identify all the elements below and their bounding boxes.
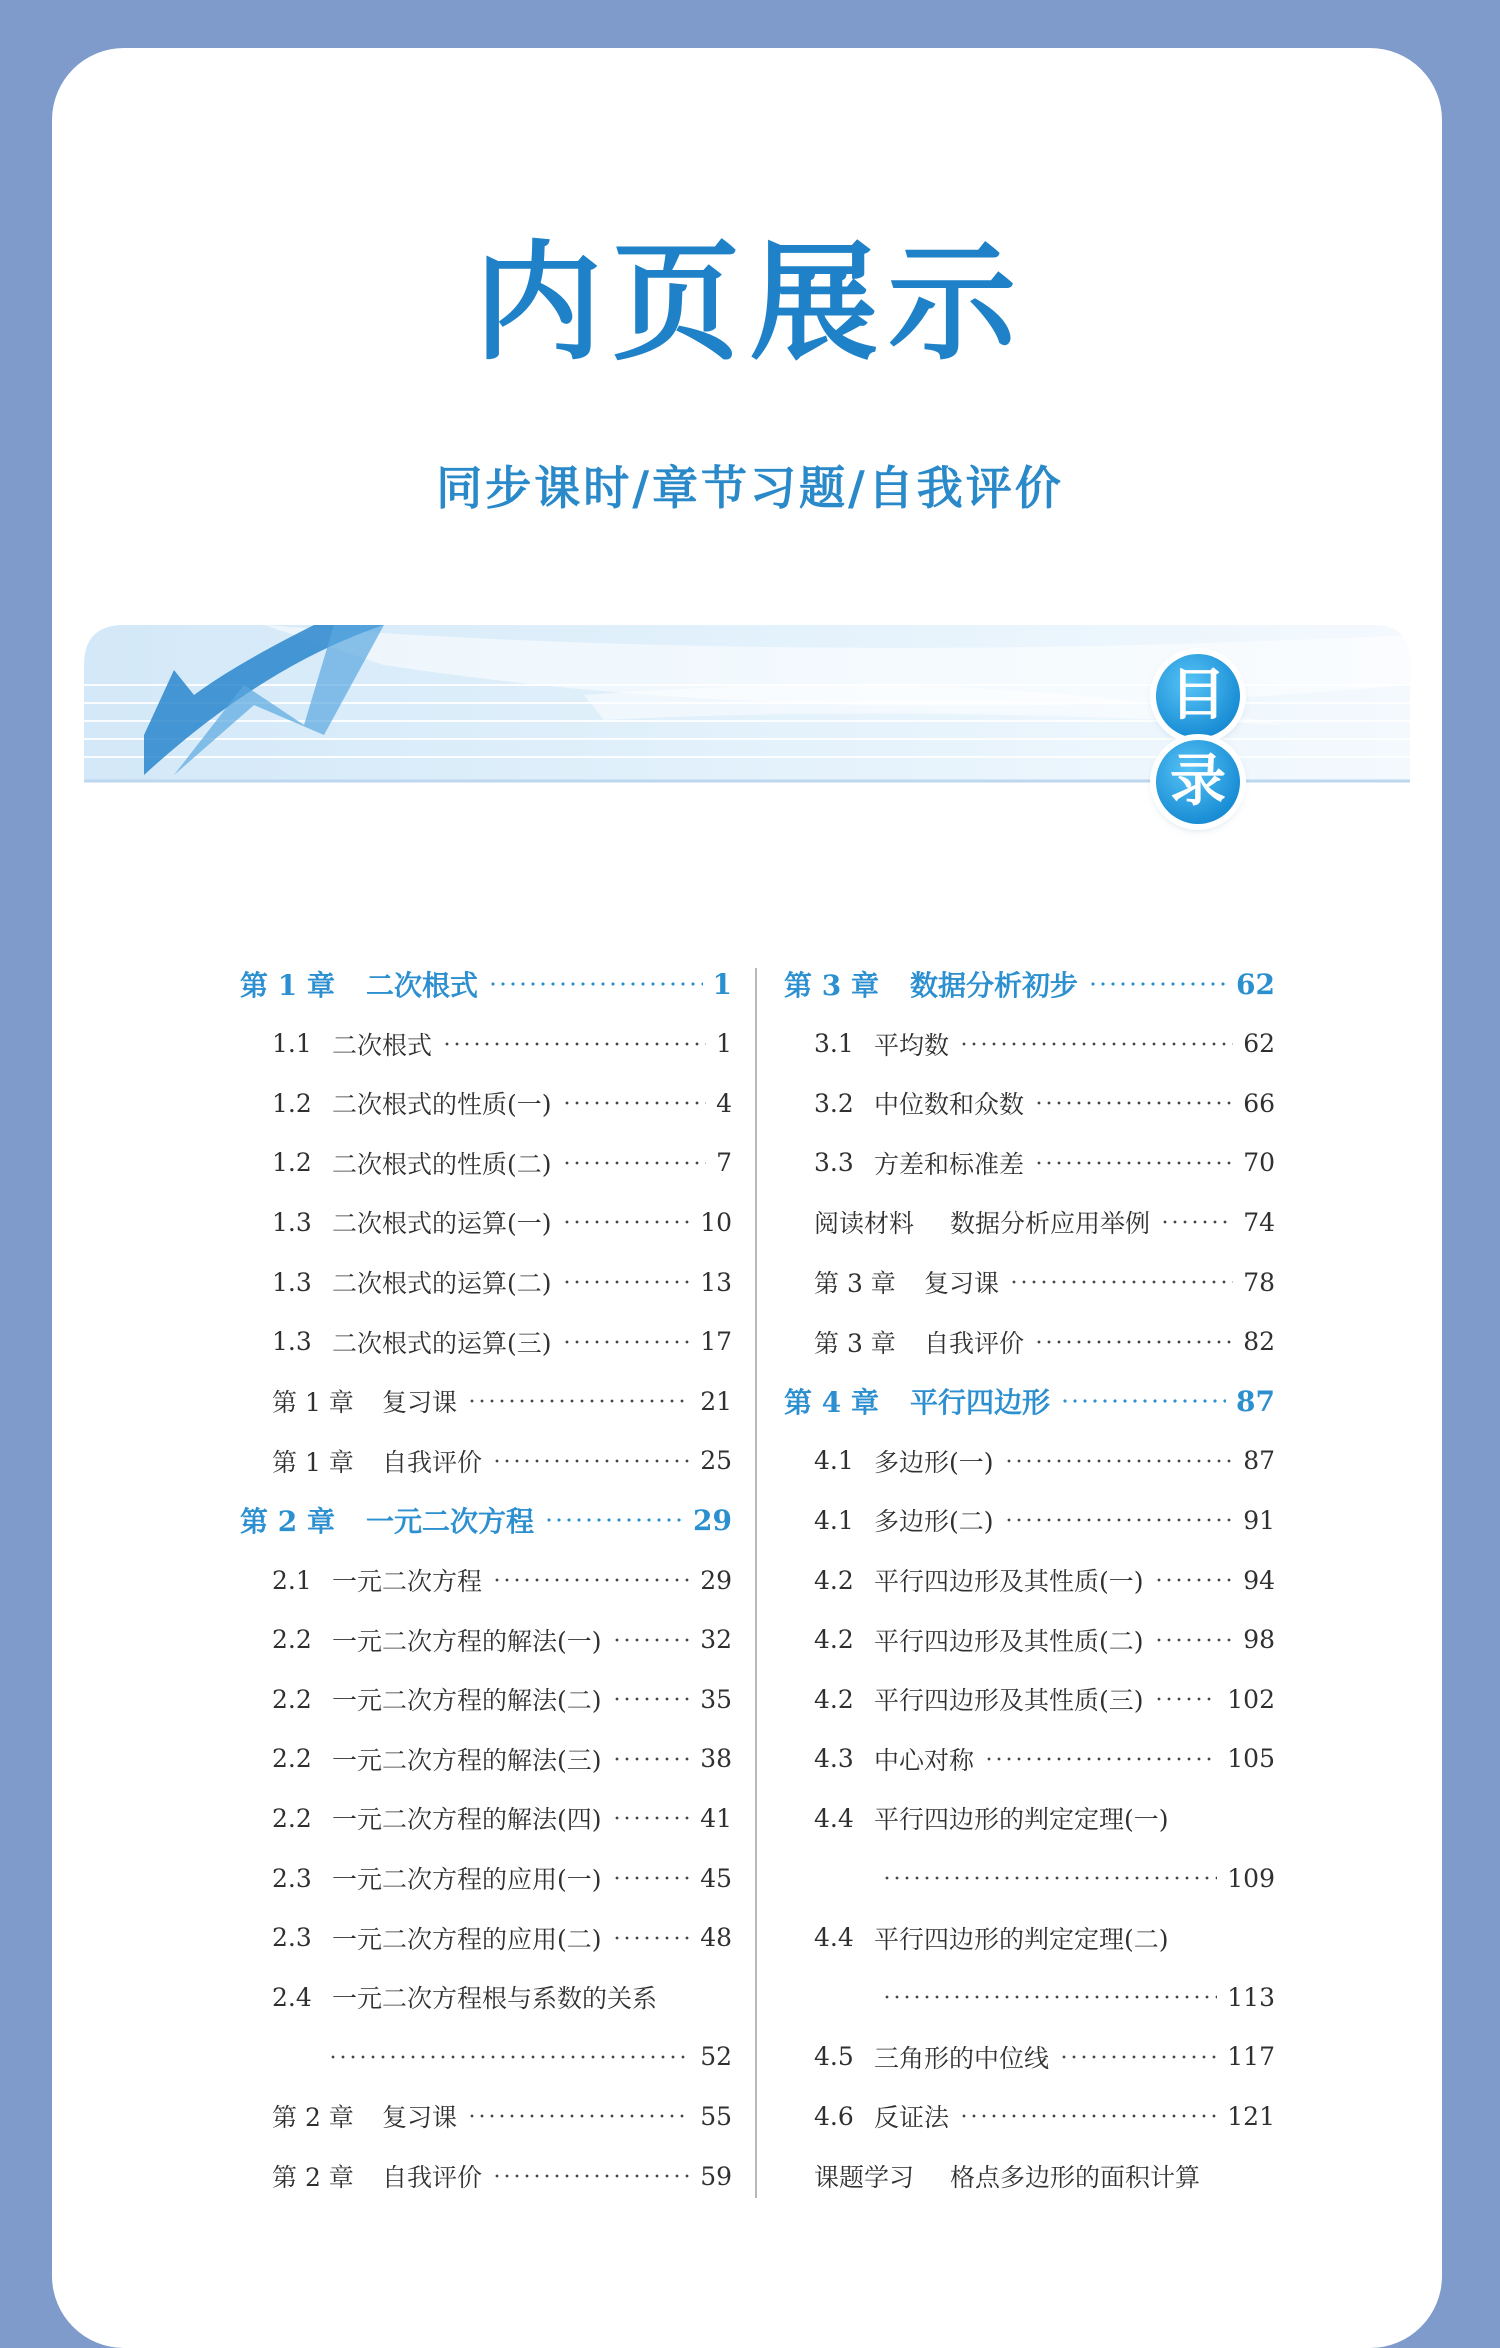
toc-entry-number: 课题学习 [814, 2163, 915, 2192]
toc-entry-title: 自我评价 [382, 1447, 483, 1477]
toc-entry-title: 中心对称 [874, 1745, 975, 1775]
toc-entry [814, 1618, 1275, 1662]
toc-entry-number: 第 2 章 [272, 2103, 354, 2133]
toc-entry [814, 1141, 1275, 1185]
toc-entry-number: 1.2 [272, 1088, 312, 1118]
toc-entry-number: 第 3 章 [814, 1328, 896, 1358]
toc-page-number: 62 [1236, 967, 1275, 1001]
toc-entry-title: 二次根式的运算(二) [332, 1269, 552, 1298]
toc-page-number: 98 [1243, 1625, 1275, 1655]
toc-badge-mu: 目 [1156, 654, 1240, 738]
toc-page-number: 45 [700, 1863, 732, 1893]
toc-entry-number: 第 2 章 [240, 1505, 335, 1539]
toc-dot-leader [612, 1697, 691, 1701]
toc-entry [272, 1796, 732, 1840]
page-subtitle: 同步课时/章节习题/自我评价 [436, 461, 1064, 515]
toc-page-number: 105 [1227, 1744, 1275, 1774]
toc-dot-leader [1009, 1280, 1233, 1284]
toc-page-number: 41 [700, 1803, 732, 1833]
toc-dot-leader [612, 1638, 691, 1642]
toc-dot-leader [492, 1459, 690, 1463]
toc-entry [814, 1796, 1275, 1840]
toc-entry [272, 1200, 732, 1244]
toc-entry [814, 1081, 1275, 1125]
toc-entry-number: 第 1 章 [272, 1447, 354, 1477]
toc-entry-title: 自我评价 [382, 2163, 483, 2192]
toc-dot-leader [1160, 1220, 1233, 1224]
toc-entry [272, 1379, 732, 1423]
toc-dot-leader [562, 1101, 707, 1105]
toc-entry [272, 2094, 732, 2138]
toc-entry [272, 1558, 732, 1602]
toc-page-number: 25 [700, 1446, 732, 1476]
toc-dot-leader [612, 1936, 691, 1940]
toc-page-number: 91 [1243, 1505, 1275, 1535]
toc-page-number: 4 [716, 1088, 732, 1118]
toc-chapter-entry [784, 1379, 1275, 1423]
toc-page-number: 87 [1236, 1384, 1275, 1418]
toc-entry-title: 二次根式的性质(一) [332, 1090, 552, 1120]
toc-dot-leader [1088, 982, 1226, 986]
toc-entry-number: 4.4 [814, 1923, 854, 1953]
toc-dot-leader [1059, 2055, 1217, 2059]
toc-dot-leader [959, 2114, 1217, 2118]
toc-page-number: 1 [712, 967, 732, 1001]
toc-entry-title: 数据分析应用举例 [950, 1209, 1151, 1239]
toc-chapter-entry [240, 1498, 732, 1542]
toc-dot-leader [488, 982, 703, 986]
toc-entry-title: 一元二次方程的解法(一) [332, 1626, 602, 1656]
toc-entry-title: 一元二次方程的应用(二) [332, 1924, 602, 1954]
toc-chapter-entry [784, 962, 1275, 1006]
toc-entry-number: 第 1 章 [240, 969, 335, 1002]
toc-page-number: 48 [700, 1923, 732, 1953]
toc-entry-title: 复习课 [382, 2103, 458, 2133]
toc-dot-leader [1034, 1340, 1233, 1344]
toc-page-number: 32 [700, 1625, 732, 1655]
toc-page-number: 55 [700, 2101, 732, 2131]
toc-entry-title: 一元二次方程的解法(三) [332, 1745, 602, 1775]
toc-entry-title: 一元二次方程根与系数的关系 [332, 1984, 658, 2014]
toc-entry-title: 中位数和众数 [874, 1090, 1025, 1120]
toc-entry-title: 格点多边形的面积计算 [950, 2163, 1201, 2192]
toc-entry-title: 二次根式 [366, 969, 479, 1002]
toc-page-number: 52 [700, 2042, 732, 2072]
toc-entry-number: 1.1 [272, 1029, 312, 1059]
toc-entry [272, 1320, 732, 1364]
toc-badge-lu: 录 [1156, 740, 1240, 824]
toc-entry [814, 1558, 1275, 1602]
toc-entry-number: 第 4 章 [784, 1386, 879, 1420]
toc-entry [814, 1260, 1275, 1304]
toc-entry [272, 2154, 732, 2198]
toc-page-number: 29 [700, 1565, 732, 1595]
toc-page-number: 62 [1243, 1029, 1275, 1059]
toc-entry [272, 1141, 732, 1185]
toc-page-number: 87 [1243, 1446, 1275, 1476]
toc-entry-number: 2.2 [272, 1625, 312, 1655]
toc-dot-leader [882, 1876, 1217, 1880]
toc-entry-number: 4.2 [814, 1565, 854, 1595]
toc-entry [814, 2094, 1275, 2138]
toc-dot-leader [1034, 1161, 1233, 1165]
toc-page-number: 10 [700, 1207, 732, 1237]
toc-entry-title: 一元二次方程 [332, 1567, 483, 1596]
toc-entry-title: 平行四边形及其性质(一) [874, 1567, 1144, 1596]
toc-entry-title: 三角形的中位线 [874, 2043, 1050, 2073]
toc-dot-leader [328, 2055, 690, 2059]
toc-page-number: 117 [1227, 2042, 1275, 2072]
toc-dot-leader [492, 2174, 690, 2178]
toc-entry-title: 二次根式的运算(一) [332, 1209, 552, 1239]
toc-dot-leader [467, 2114, 690, 2118]
toc-entry [882, 1975, 1275, 2019]
toc-entry [882, 1856, 1275, 1900]
toc-entry-title: 数据分析初步 [910, 969, 1079, 1002]
toc-entry-title: 平行四边形及其性质(三) [874, 1686, 1144, 1716]
toc-entry-title: 平行四边形及其性质(二) [874, 1626, 1144, 1656]
toc-dot-leader [1004, 1459, 1234, 1463]
toc-entry-number: 1.3 [272, 1207, 312, 1237]
toc-entry [272, 1975, 732, 2019]
toc-page-number: 21 [700, 1386, 732, 1416]
toc-page-number: 35 [700, 1684, 732, 1714]
toc-entry-number: 2.1 [272, 1565, 312, 1595]
toc-dot-leader [612, 1876, 691, 1880]
toc-dot-leader [562, 1340, 691, 1344]
toc-page-number: 29 [693, 1503, 732, 1537]
toc-entry-number: 2.2 [272, 1803, 312, 1833]
toc-entry-title: 二次根式的性质(二) [332, 1149, 552, 1179]
toc-dot-leader [1154, 1578, 1234, 1582]
toc-entry-number: 2.2 [272, 1744, 312, 1774]
toc-entry-title: 平行四边形的判定定理(一) [874, 1805, 1169, 1835]
toc-entry-title: 复习课 [382, 1388, 458, 1418]
toc-entry-number: 1.3 [272, 1267, 312, 1297]
toc-entry-number: 4.2 [814, 1625, 854, 1655]
toc-entry-title: 方差和标准差 [874, 1149, 1025, 1179]
toc-dot-leader [612, 1757, 691, 1761]
toc-entry [814, 1200, 1275, 1244]
toc-entry [272, 1916, 732, 1960]
toc-page-number: 17 [700, 1327, 732, 1357]
toc-entry-number: 第 1 章 [272, 1388, 354, 1418]
toc-page-number: 7 [716, 1148, 732, 1178]
toc-entry-title: 一元二次方程的解法(二) [332, 1686, 602, 1716]
toc-dot-leader [984, 1757, 1217, 1761]
toc-page-number: 1 [716, 1029, 732, 1059]
toc-page-number: 121 [1227, 2101, 1275, 2131]
toc-entry [814, 1677, 1275, 1721]
toc-entry-number: 1.2 [272, 1148, 312, 1178]
toc-dot-leader [882, 1995, 1217, 1999]
toc-entry-number: 第 3 章 [784, 969, 879, 1002]
toc-entry-title: 二次根式的运算(三) [332, 1328, 552, 1358]
toc-entry-title: 自我评价 [924, 1328, 1025, 1358]
toc-entry-number: 1.3 [272, 1327, 312, 1357]
toc-entry [272, 1677, 732, 1721]
toc-entry-number: 2.2 [272, 1684, 312, 1714]
toc-entry-title: 平行四边形 [910, 1386, 1051, 1420]
toc-entry-title: 反证法 [874, 2103, 950, 2133]
toc-dot-leader [442, 1042, 706, 1046]
toc-entry [272, 1737, 732, 1781]
toc-page-number: 94 [1243, 1565, 1275, 1595]
toc-entry-title: 平均数 [874, 1030, 950, 1060]
toc-entry-number: 3.1 [814, 1029, 854, 1059]
toc-dot-leader [1154, 1697, 1218, 1701]
toc-entry [814, 1916, 1275, 1960]
toc-entry-title: 一元二次方程 [366, 1505, 535, 1539]
toc-entry-title: 一元二次方程的应用(一) [332, 1865, 602, 1894]
toc-entry [272, 1856, 732, 1900]
toc-entry [814, 1439, 1275, 1483]
toc-entry [272, 1618, 732, 1662]
toc-entry [814, 1022, 1275, 1066]
toc-page-number: 113 [1227, 1982, 1275, 2012]
toc-dot-leader [544, 1518, 683, 1522]
toc-dot-leader [1060, 1399, 1226, 1403]
toc-page-number: 70 [1243, 1148, 1275, 1178]
toc-entry-number: 4.5 [814, 2042, 854, 2072]
toc-chapter-entry [240, 962, 732, 1006]
toc-entry [272, 1022, 732, 1066]
toc-entry-number: 4.3 [814, 1744, 854, 1774]
toc-dot-leader [562, 1161, 707, 1165]
toc-page-number: 59 [700, 2161, 732, 2191]
toc-entry-number: 4.1 [814, 1505, 854, 1535]
toc-page-number: 74 [1243, 1207, 1275, 1237]
toc-entry-title: 二次根式 [332, 1030, 433, 1060]
toc-page-number: 78 [1243, 1267, 1275, 1297]
toc-dot-leader [1004, 1518, 1234, 1522]
toc-dot-leader [1034, 1101, 1233, 1105]
toc-page-number: 13 [700, 1267, 732, 1297]
toc-dot-leader [562, 1280, 691, 1284]
toc-entry-number: 阅读材料 [814, 1209, 915, 1239]
toc-entry-number: 4.6 [814, 2101, 854, 2131]
toc-entry [814, 2035, 1275, 2079]
toc-entry-number: 3.2 [814, 1088, 854, 1118]
toc-dot-leader [959, 1042, 1233, 1046]
toc-entry [272, 1081, 732, 1125]
toc-page-number: 38 [700, 1744, 732, 1774]
toc-page-number: 102 [1227, 1684, 1275, 1714]
toc-entry-number: 2.4 [272, 1982, 312, 2012]
toc-entry [328, 2035, 732, 2079]
toc-entry [814, 1498, 1275, 1542]
toc-entry-number: 4.4 [814, 1803, 854, 1833]
toc-entry [272, 1260, 732, 1304]
toc-entry-number: 4.2 [814, 1684, 854, 1714]
toc-entry-title: 多边形(二) [874, 1507, 994, 1537]
toc-entry-number: 2.3 [272, 1863, 312, 1893]
column-divider [755, 968, 757, 2198]
toc-dot-leader [467, 1399, 690, 1403]
toc-entry [814, 1320, 1275, 1364]
toc-entry-number: 4.1 [814, 1446, 854, 1476]
toc-entry [814, 2154, 1275, 2198]
toc-page-number: 66 [1243, 1088, 1275, 1118]
toc-entry-number: 3.3 [814, 1148, 854, 1178]
toc-dot-leader [492, 1578, 690, 1582]
toc-entry [272, 1439, 732, 1483]
toc-dot-leader [562, 1220, 691, 1224]
toc-dot-leader [612, 1816, 691, 1820]
toc-entry-title: 多边形(一) [874, 1447, 994, 1477]
toc-dot-leader [1154, 1638, 1234, 1642]
toc-entry-number: 2.3 [272, 1923, 312, 1953]
toc-page-number: 82 [1243, 1327, 1275, 1357]
toc-entry-title: 复习课 [924, 1269, 1000, 1298]
toc-entry-number: 第 3 章 [814, 1269, 896, 1298]
toc-page-number: 109 [1227, 1863, 1275, 1893]
toc-entry [814, 1737, 1275, 1781]
toc-entry-number: 第 2 章 [272, 2163, 354, 2192]
toc-entry-title: 平行四边形的判定定理(二) [874, 1924, 1169, 1954]
page-title: 内页展示 [473, 229, 1026, 378]
toc-entry-title: 一元二次方程的解法(四) [332, 1805, 602, 1835]
